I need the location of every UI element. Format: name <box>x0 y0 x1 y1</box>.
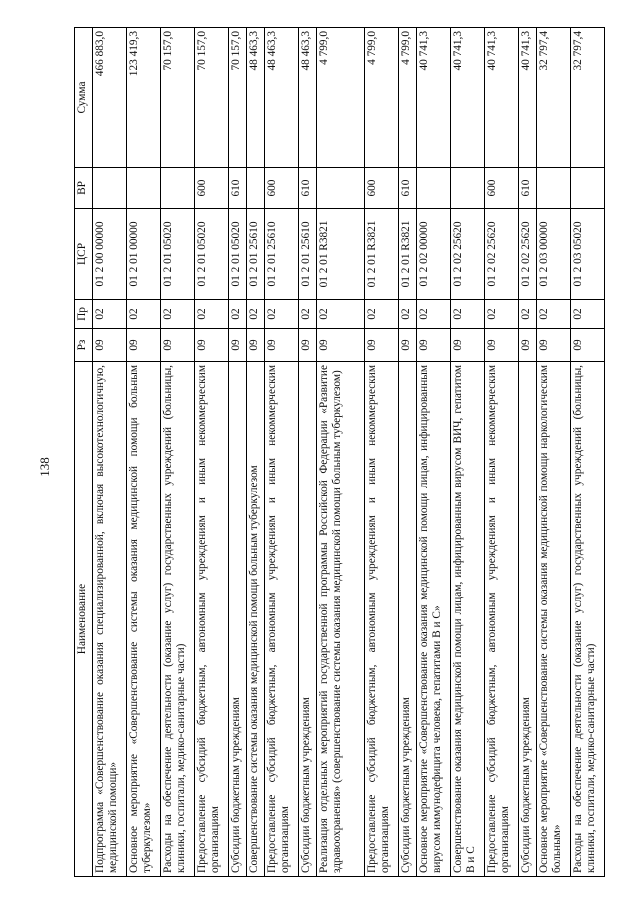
cell-sum: 70 157,0 <box>195 28 229 168</box>
table-row <box>485 28 519 877</box>
table-row <box>519 28 537 877</box>
cell-name: Подпрограмма «Совершенствование оказания специализированной, включая высокотехнологичную, медицинской помощи» <box>93 362 127 877</box>
cell-sum: 4 799,0 <box>399 28 417 168</box>
table-row <box>537 28 571 877</box>
cell-vr: 600 <box>265 168 299 209</box>
cell-name: Основное мероприятие «Совершенствование системы оказания медицинской помощи больным туберкулезом» <box>127 362 161 877</box>
budget-table-container <box>74 28 597 877</box>
cell-csr: 01 2 01 05020 <box>195 209 229 300</box>
cell-name: Расходы на обеспечение деятельности (оказание услуг) государственных учреждений (больницы, клиники, госпитали, медико-санитарные части) <box>571 362 605 877</box>
header-sum: Сумма <box>75 28 93 168</box>
cell-vr: 610 <box>519 168 537 209</box>
cell-vr <box>417 168 451 209</box>
header-rz: Рз <box>75 329 93 362</box>
cell-vr: 610 <box>299 168 317 209</box>
cell-pr: 02 <box>451 300 485 329</box>
table-row <box>451 28 485 877</box>
rotated-table-frame <box>74 28 597 877</box>
cell-csr: 01 2 02 25620 <box>451 209 485 300</box>
cell-rz: 09 <box>571 329 605 362</box>
cell-rz: 09 <box>247 329 265 362</box>
cell-sum: 48 463,3 <box>265 28 299 168</box>
cell-rz: 09 <box>93 329 127 362</box>
header-name: Наименование <box>75 362 93 877</box>
cell-sum: 4 799,0 <box>365 28 399 168</box>
cell-rz: 09 <box>485 329 519 362</box>
table-row <box>127 28 161 877</box>
table-row <box>265 28 299 877</box>
cell-pr: 02 <box>195 300 229 329</box>
cell-name: Основное мероприятие «Совершенствование системы оказания медицинской помощи наркологическим больным» <box>537 362 571 877</box>
cell-rz: 09 <box>417 329 451 362</box>
cell-pr: 02 <box>417 300 451 329</box>
cell-pr: 02 <box>399 300 417 329</box>
cell-pr: 02 <box>485 300 519 329</box>
cell-name: Предоставление субсидий бюджетным, автономным учреждениям и иным некоммерческим организациям <box>195 362 229 877</box>
budget-table <box>74 27 605 877</box>
cell-name: Субсидии бюджетным учреждениям <box>229 362 247 877</box>
cell-sum: 48 463,3 <box>299 28 317 168</box>
table-header-row <box>75 28 93 877</box>
cell-csr: 01 2 03 00000 <box>537 209 571 300</box>
cell-pr: 02 <box>127 300 161 329</box>
cell-sum: 40 741,3 <box>519 28 537 168</box>
cell-name: Предоставление субсидий бюджетным, автономным учреждениям и иным некоммерческим организациям <box>365 362 399 877</box>
cell-vr <box>247 168 265 209</box>
cell-csr: 01 2 01 R3821 <box>399 209 417 300</box>
table-row <box>399 28 417 877</box>
cell-rz: 09 <box>365 329 399 362</box>
table-row <box>161 28 195 877</box>
cell-name: Реализация отдельных мероприятий государственной программы Российской Федерации «Развитие здравоохранения» (совершенствование системы оказания медицинской помощи больным туберкулезом) <box>317 362 365 877</box>
cell-vr: 600 <box>485 168 519 209</box>
cell-csr: 01 2 02 25620 <box>519 209 537 300</box>
cell-pr: 02 <box>537 300 571 329</box>
cell-sum: 40 741,3 <box>451 28 485 168</box>
cell-pr: 02 <box>247 300 265 329</box>
cell-sum: 40 741,3 <box>485 28 519 168</box>
page-number-text: 138 <box>37 457 52 477</box>
cell-sum: 123 419,3 <box>127 28 161 168</box>
cell-name: Предоставление субсидий бюджетным, автономным учреждениям и иным некоммерческим организациям <box>485 362 519 877</box>
table-row <box>571 28 605 877</box>
cell-rz: 09 <box>519 329 537 362</box>
cell-csr: 01 2 01 R3821 <box>365 209 399 300</box>
cell-vr <box>571 168 605 209</box>
cell-vr <box>537 168 571 209</box>
cell-name: Субсидии бюджетным учреждениям <box>519 362 537 877</box>
cell-vr: 600 <box>195 168 229 209</box>
cell-csr: 01 2 01 25610 <box>247 209 265 300</box>
table-row <box>229 28 247 877</box>
cell-pr: 02 <box>161 300 195 329</box>
cell-vr <box>317 168 365 209</box>
table-row <box>195 28 229 877</box>
cell-rz: 09 <box>127 329 161 362</box>
cell-sum: 32 797,4 <box>571 28 605 168</box>
cell-csr: 01 2 01 00000 <box>127 209 161 300</box>
cell-vr <box>93 168 127 209</box>
cell-name: Совершенствование оказания медицинской помощи лицам, инфицированным вирусом ВИЧ, гепатитом В и С <box>451 362 485 877</box>
cell-sum: 466 883,0 <box>93 28 127 168</box>
table-row <box>365 28 399 877</box>
cell-rz: 09 <box>451 329 485 362</box>
cell-name: Основное мероприятие «Совершенствование оказания медицинской помощи лицам, инфицированным вирусом иммунодефицита человека, гепатитами В и С» <box>417 362 451 877</box>
cell-rz: 09 <box>317 329 365 362</box>
cell-name: Расходы на обеспечение деятельности (оказание услуг) государственных учреждений (больницы, клиники, госпитали, медико-санитарные части) <box>161 362 195 877</box>
cell-sum: 70 157,0 <box>229 28 247 168</box>
cell-pr: 02 <box>265 300 299 329</box>
cell-csr: 01 2 01 25610 <box>299 209 317 300</box>
cell-rz: 09 <box>399 329 417 362</box>
cell-name: Совершенствование системы оказания медицинской помощи больным туберкулезом <box>247 362 265 877</box>
cell-vr: 610 <box>399 168 417 209</box>
cell-name: Предоставление субсидий бюджетным, автономным учреждениям и иным некоммерческим организациям <box>265 362 299 877</box>
cell-sum: 4 799,0 <box>317 28 365 168</box>
cell-csr: 01 2 01 R3821 <box>317 209 365 300</box>
cell-csr: 01 2 01 05020 <box>161 209 195 300</box>
cell-csr: 01 2 01 25610 <box>265 209 299 300</box>
table-row <box>317 28 365 877</box>
cell-pr: 02 <box>571 300 605 329</box>
cell-csr: 01 2 03 05020 <box>571 209 605 300</box>
cell-rz: 09 <box>299 329 317 362</box>
table-row <box>247 28 265 877</box>
cell-rz: 09 <box>265 329 299 362</box>
cell-name: Субсидии бюджетным учреждениям <box>299 362 317 877</box>
cell-vr: 600 <box>365 168 399 209</box>
cell-vr <box>451 168 485 209</box>
cell-pr: 02 <box>229 300 247 329</box>
cell-csr: 01 2 01 05020 <box>229 209 247 300</box>
cell-rz: 09 <box>161 329 195 362</box>
header-pr: Пр <box>75 300 93 329</box>
cell-pr: 02 <box>299 300 317 329</box>
cell-sum: 70 157,0 <box>161 28 195 168</box>
cell-pr: 02 <box>93 300 127 329</box>
cell-vr <box>161 168 195 209</box>
cell-rz: 09 <box>195 329 229 362</box>
table-row <box>417 28 451 877</box>
cell-pr: 02 <box>519 300 537 329</box>
header-csr: ЦСР <box>75 209 93 300</box>
page-number <box>33 455 57 479</box>
cell-vr <box>127 168 161 209</box>
cell-sum: 32 797,4 <box>537 28 571 168</box>
cell-name: Субсидии бюджетным учреждениям <box>399 362 417 877</box>
cell-csr: 01 2 02 00000 <box>417 209 451 300</box>
cell-rz: 09 <box>537 329 571 362</box>
table-row <box>93 28 127 877</box>
cell-csr: 01 2 02 25620 <box>485 209 519 300</box>
header-vr: ВР <box>75 168 93 209</box>
cell-pr: 02 <box>365 300 399 329</box>
cell-sum: 40 741,3 <box>417 28 451 168</box>
table-row <box>299 28 317 877</box>
cell-pr: 02 <box>317 300 365 329</box>
cell-rz: 09 <box>229 329 247 362</box>
cell-sum: 48 463,3 <box>247 28 265 168</box>
cell-vr: 610 <box>229 168 247 209</box>
cell-csr: 01 2 00 00000 <box>93 209 127 300</box>
